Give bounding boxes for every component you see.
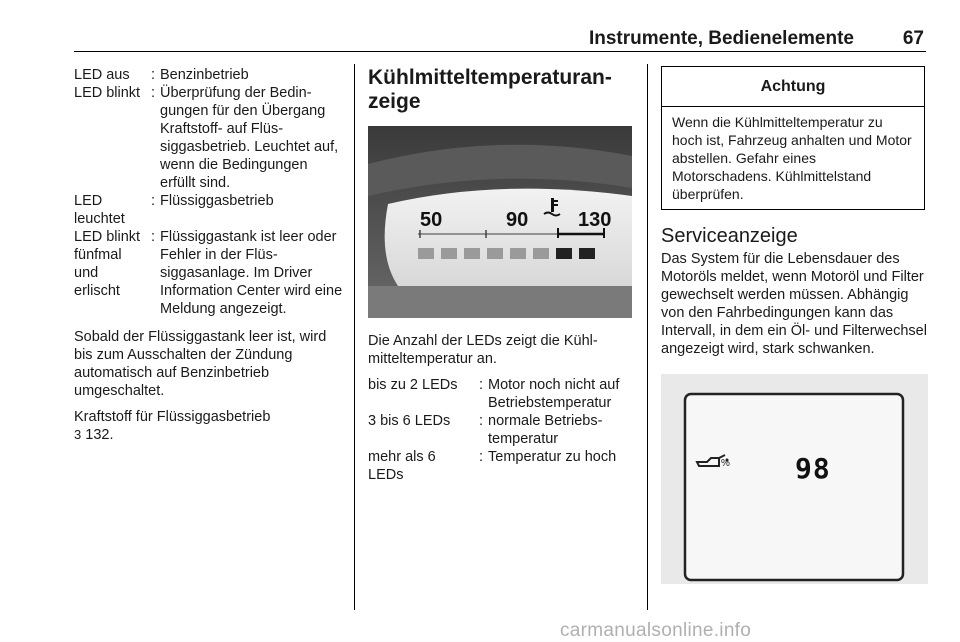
definition-term: LED leuchtet xyxy=(74,193,125,227)
column-1 xyxy=(74,66,346,452)
warning-body: Wenn die Kühlmitteltemperatur zu hoch ist, Fahrzeug anhalten und Motor abstellen. Gefahr eines Motorschadens. Kühlmittelstand überprüfen. xyxy=(672,114,912,202)
definition-desc: Benzinbetrieb xyxy=(160,67,249,83)
definition-colon: : xyxy=(478,413,484,429)
led-segment xyxy=(487,248,503,259)
definition-term: LED blinkt fünfmal und erlischt xyxy=(74,229,141,299)
definition-term: LED blinkt xyxy=(74,85,141,101)
column-3 xyxy=(661,66,928,584)
definition-colon: : xyxy=(478,449,484,465)
definition-item xyxy=(74,228,346,318)
definition-colon: : xyxy=(478,377,484,393)
column-2 xyxy=(368,66,632,484)
definition-colon: : xyxy=(150,67,156,83)
gauge-label-high: 130 xyxy=(578,209,612,231)
gauge-label-mid: 90 xyxy=(506,209,529,231)
definition-item xyxy=(74,192,346,228)
definition-term: 3 bis 6 LEDs xyxy=(368,413,451,429)
definition-item xyxy=(368,376,632,412)
oil-life-value: 98 xyxy=(795,452,831,485)
watermark: carmanualsonline.info xyxy=(560,620,752,641)
definition-term: mehr als 6 LEDs xyxy=(368,449,436,483)
header-title: Instrumente, Bedienelemente xyxy=(588,28,854,49)
definition-desc: Überprüfung der Bedingungen für den Übergang Kraftstoff- auf Flüssiggasbetrieb. Leuchtet auf, wenn die Bedingungen erfüllt sind. xyxy=(160,85,339,191)
definition-term: LED aus xyxy=(74,67,130,83)
fuel-reference-text: Kraftstoff für Flüssiggasbetrieb xyxy=(74,409,271,425)
paragraph-fuel-reference xyxy=(74,408,346,444)
definition-desc: Temperatur zu hoch xyxy=(488,449,617,465)
service-body: Das System für die Lebensdauer des Motoröls meldet, wenn Motoröl und Filter gewechselt werden müssen. Abhängig von den Fahrbedingungen kann das Intervall, in dem ein Öl- und Filterwechsel angezeigt wird, stark schwanken. xyxy=(661,251,927,357)
led-segment xyxy=(579,248,595,259)
definition-colon: : xyxy=(150,193,156,209)
definition-colon: : xyxy=(150,229,156,245)
led-status-list xyxy=(74,66,346,318)
column-divider-left xyxy=(354,64,355,610)
definition-item xyxy=(368,448,632,484)
column-divider-right xyxy=(647,64,648,610)
led-segment xyxy=(464,248,480,259)
definition-desc: Flüssiggastank ist leer oder Fehler in der Flüssiggasanlage. Im Driver Information Center wird eine Meldung angezeigt. xyxy=(160,229,343,317)
coolant-caption: Die Anzahl der LEDs zeigt die Kühlmitteltemperatur an. xyxy=(368,333,598,367)
page-header xyxy=(74,22,926,52)
service-section-title: Serviceanzeige xyxy=(661,225,798,247)
led-segment xyxy=(556,248,572,259)
definition-colon: : xyxy=(150,85,156,101)
definition-item xyxy=(74,84,346,192)
page-reference-link[interactable]: 132. xyxy=(85,427,114,443)
gauge-label-low: 50 xyxy=(420,209,443,231)
definition-item xyxy=(368,412,632,448)
definition-item xyxy=(74,66,346,84)
definition-desc: Flüssiggasbetrieb xyxy=(160,193,274,209)
page-number: 67 xyxy=(902,28,924,49)
paragraph-auto-switch: Sobald der Flüssiggastank leer ist, wird bis zum Ausschalten der Zündung automatisch auf Benzinbetrieb umgeschaltet. xyxy=(74,329,327,399)
definition-term: bis zu 2 LEDs xyxy=(368,377,458,393)
definition-desc: Motor noch nicht auf Betriebstemperatur xyxy=(488,377,620,411)
percent-symbol: % xyxy=(721,458,730,469)
led-segment xyxy=(533,248,549,259)
led-segment xyxy=(510,248,526,259)
warning-box xyxy=(661,66,925,210)
service-display-image xyxy=(661,374,928,584)
coolant-section-title: Kühlmitteltemperaturanzeige xyxy=(368,66,612,113)
definition-desc: normale Betriebstemperatur xyxy=(488,413,603,447)
coolant-gauge-image xyxy=(368,126,632,318)
warning-title: Achtung xyxy=(662,67,924,107)
led-segment xyxy=(441,248,457,259)
page-reference-icon: 3 xyxy=(74,427,82,442)
led-segment xyxy=(418,248,434,259)
